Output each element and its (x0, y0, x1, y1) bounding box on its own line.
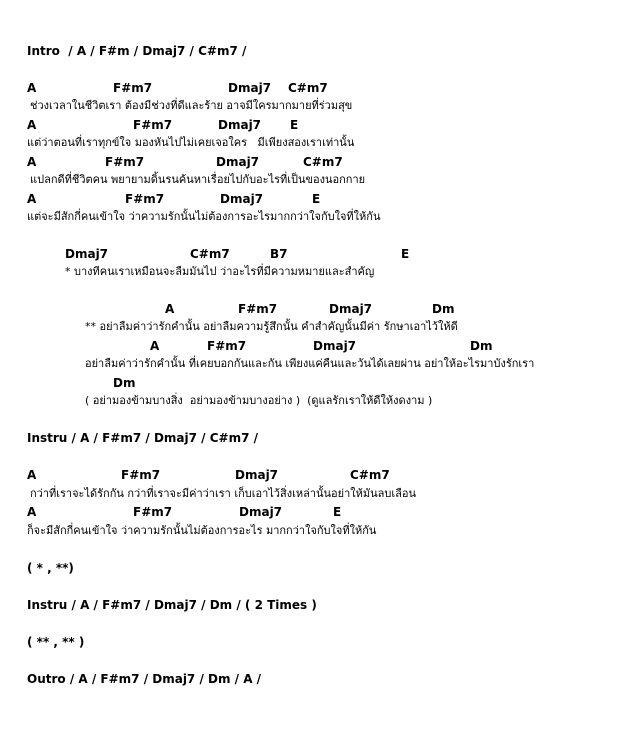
chord: Dmaj7 (239, 505, 283, 519)
chord: Dmaj7 (216, 155, 260, 169)
chord: Dm (470, 339, 493, 353)
chord: Dmaj7 (218, 118, 262, 132)
chord: F#m7 (125, 192, 165, 206)
outro-line: Outro / A / F#m7 / Dmaj7 / Dm / A / (27, 672, 262, 686)
chord: A (27, 155, 37, 169)
lyric-line: แต่จะมีสักกี่คนเข้าใจ ว่าความรักนั้นไม่ต้องการอะไรมากกว่าใจกับใจที่ให้กัน (27, 210, 381, 223)
chord: F#m7 (238, 302, 278, 316)
chord: A (27, 468, 37, 482)
lyric-line: แปลกดีที่ชีวิตคน พยายามดิ้นรนค้นหาเรื่อยไปกับอะไรที่เป็นของนอกกาย (30, 173, 366, 186)
chord: A (27, 505, 37, 519)
lyric-line: ก็จะมีสักกี่คนเข้าใจ ว่าความรักนั้นไม่ต้องการอะไร มากกว่าใจกับใจที่ให้กัน (27, 524, 377, 537)
lyric-line: ช่วงเวลาในชีวิตเรา ต้องมีช่วงที่ดีและร้าย อาจมีใครมากมายที่ร่วมสุข (30, 99, 353, 112)
lyric-line: อย่าลืมค่าว่ารักคำนั้น ที่เคยบอกกันและกัน เพียงแค่คืนและวันได้เลยผ่าน อย่าให้อะไรมาบังรักเรา (85, 357, 535, 370)
chord: B7 (270, 247, 288, 261)
chord: Dmaj7 (313, 339, 357, 353)
chord: Dm (113, 376, 136, 390)
chord: F#m7 (133, 505, 173, 519)
repeat-line: ( ** , ** ) (27, 635, 85, 649)
lyric-line: ( อย่ามองข้ามบางสิ่ง อย่ามองข้ามบางอย่าง ) (ดูแลรักเราให้ดีให้งดงาม ) (85, 394, 433, 407)
chord: A (165, 302, 175, 316)
chord: E (401, 247, 410, 261)
instru-line: Instru / A / F#m7 / Dmaj7 / C#m7 / (27, 431, 258, 445)
chord: A (27, 192, 37, 206)
chord: Dmaj7 (65, 247, 109, 261)
chord: F#m7 (105, 155, 145, 169)
lyric-line: แต่ว่าตอนที่เราทุกข์ใจ มองหันไปไม่เคยเจอใคร มีเพียงสองเราเท่านั้น (27, 136, 355, 149)
instru-line: Instru / A / F#m7 / Dmaj7 / Dm / ( 2 Times ) (27, 598, 317, 612)
chord: A (27, 81, 37, 95)
chord: C#m7 (303, 155, 343, 169)
chord: F#m7 (121, 468, 161, 482)
repeat-line: ( * , **) (27, 561, 74, 575)
chord: Dm (432, 302, 455, 316)
chord: Dmaj7 (228, 81, 272, 95)
chord: A (150, 339, 160, 353)
lyric-line: * บางทีคนเราเหมือนจะลืมมันไป ว่าอะไรที่มีความหมายและสำคัญ (65, 265, 375, 278)
chord: F#m7 (113, 81, 153, 95)
lyric-line: ** อย่าลืมค่าว่ารักคำนั้น อย่าลืมความรู้สึกนั้น คำสำคัญนั้นมีค่า รักษาเอาไว้ให้ดี (85, 320, 458, 333)
chord: E (312, 192, 321, 206)
chord: C#m7 (350, 468, 390, 482)
chord: Dmaj7 (220, 192, 264, 206)
chord: C#m7 (190, 247, 230, 261)
lyric-line: กว่าที่เราจะได้รักกัน กว่าที่เราจะมีค่าว่าเรา เก็บเอาไว้สิ่งเหล่านั้นอย่าให้มันลบเลือน (30, 487, 417, 500)
chord: E (333, 505, 342, 519)
chord: F#m7 (207, 339, 247, 353)
chord: Dmaj7 (235, 468, 279, 482)
chord: F#m7 (133, 118, 173, 132)
chord: Dmaj7 (329, 302, 373, 316)
chord: C#m7 (288, 81, 328, 95)
chord: A (27, 118, 37, 132)
intro-line: Intro / A / F#m / Dmaj7 / C#m7 / (27, 44, 247, 58)
chord: E (290, 118, 299, 132)
